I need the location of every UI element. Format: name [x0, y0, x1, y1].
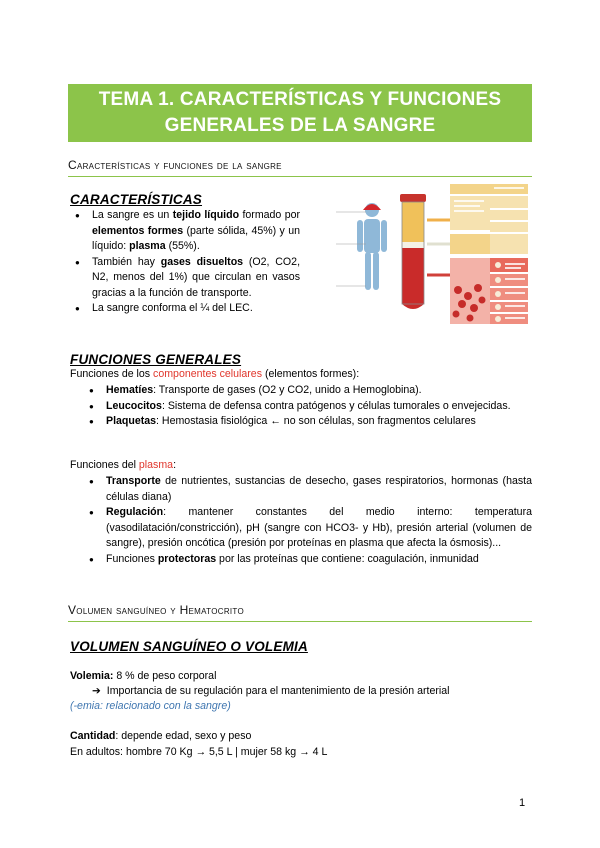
list-item: ● Leucocitos: Sistema de defensa contra patógenos y células tumorales o envejecidas.	[84, 399, 532, 415]
list-item: ● Hematíes: Transporte de gases (O2 y CO2, unido a Hemoglobina).	[84, 383, 532, 399]
section-heading-caracteristicas: Características y funciones de la sangre	[68, 158, 532, 177]
list-item: ● Transporte de nutrientes, sustancias de desecho, gases respiratorios, hormonas (hasta células diana)	[84, 474, 532, 505]
volemia-title: VOLUMEN SANGUÍNEO O VOLEMIA	[70, 639, 308, 654]
test-tube-icon	[400, 194, 426, 309]
page-number: 1	[519, 797, 526, 809]
list-item: ● También hay gases disueltos (O2, CO2, N2, menos del 1%) que circulan en vasos gracias a la función de transporte.	[70, 255, 300, 302]
plasma-intro: Funciones del plasma:	[70, 459, 177, 471]
list-item: ● Plaquetas: Hemostasia fisiológica ← no son células, son fragmentos celulares	[84, 414, 532, 430]
volemia-arrow-item: ➔ Importancia de su regulación para el mantenimiento de la presión arterial	[92, 685, 450, 697]
human-figure-icon	[357, 203, 387, 290]
volemia-line: Volemia: 8 % de peso corporal	[70, 670, 217, 682]
componentes-list	[84, 383, 532, 430]
list-item: ● La sangre es un tejido líquido formado por elementos formes (parte sólida, 45%) y un líquido: plasma (55%).	[70, 208, 300, 255]
blood-composition-illustration	[330, 180, 532, 332]
emia-note: (-emia: relacionado con la sangre)	[70, 700, 231, 712]
plasma-list	[84, 474, 532, 567]
adultos-line: En adultos: hombre 70 Kg → 5,5 L | mujer 58 kg → 4 L	[70, 746, 328, 758]
funciones-generales-title: FUNCIONES GENERALES	[70, 352, 242, 367]
cantidad-line: Cantidad: depende edad, sexo y peso	[70, 730, 252, 742]
title-line-2: GENERALES DE LA SANGRE	[164, 115, 436, 136]
title-line-1: TEMA 1. CARACTERÍSTICAS Y FUNCIONES	[98, 89, 502, 110]
caracteristicas-title: CARACTERÍSTICAS	[70, 192, 203, 207]
arrow-icon: ➔	[92, 685, 101, 697]
title-banner	[68, 84, 532, 142]
list-item: ● Funciones protectoras por las proteínas que contiene: coagulación, inmunidad	[84, 552, 532, 568]
list-item: ● Regulación: mantener constantes del medio interno: temperatura (vasodilatación/constricción), pH (sangre con HCO3- y Hb), presión arterial (volumen de sangre), presión oncótica (presión por proteínas en plasma que afecta la ósmosis)...	[84, 505, 532, 552]
caracteristicas-list	[70, 208, 300, 317]
componentes-intro: Funciones de los componentes celulares (elementos formes):	[70, 368, 360, 380]
section-heading-volumen: Volumen sanguíneo y Hematocrito	[68, 603, 532, 622]
list-item: ● La sangre conforma el ¼ del LEC.	[70, 301, 300, 317]
